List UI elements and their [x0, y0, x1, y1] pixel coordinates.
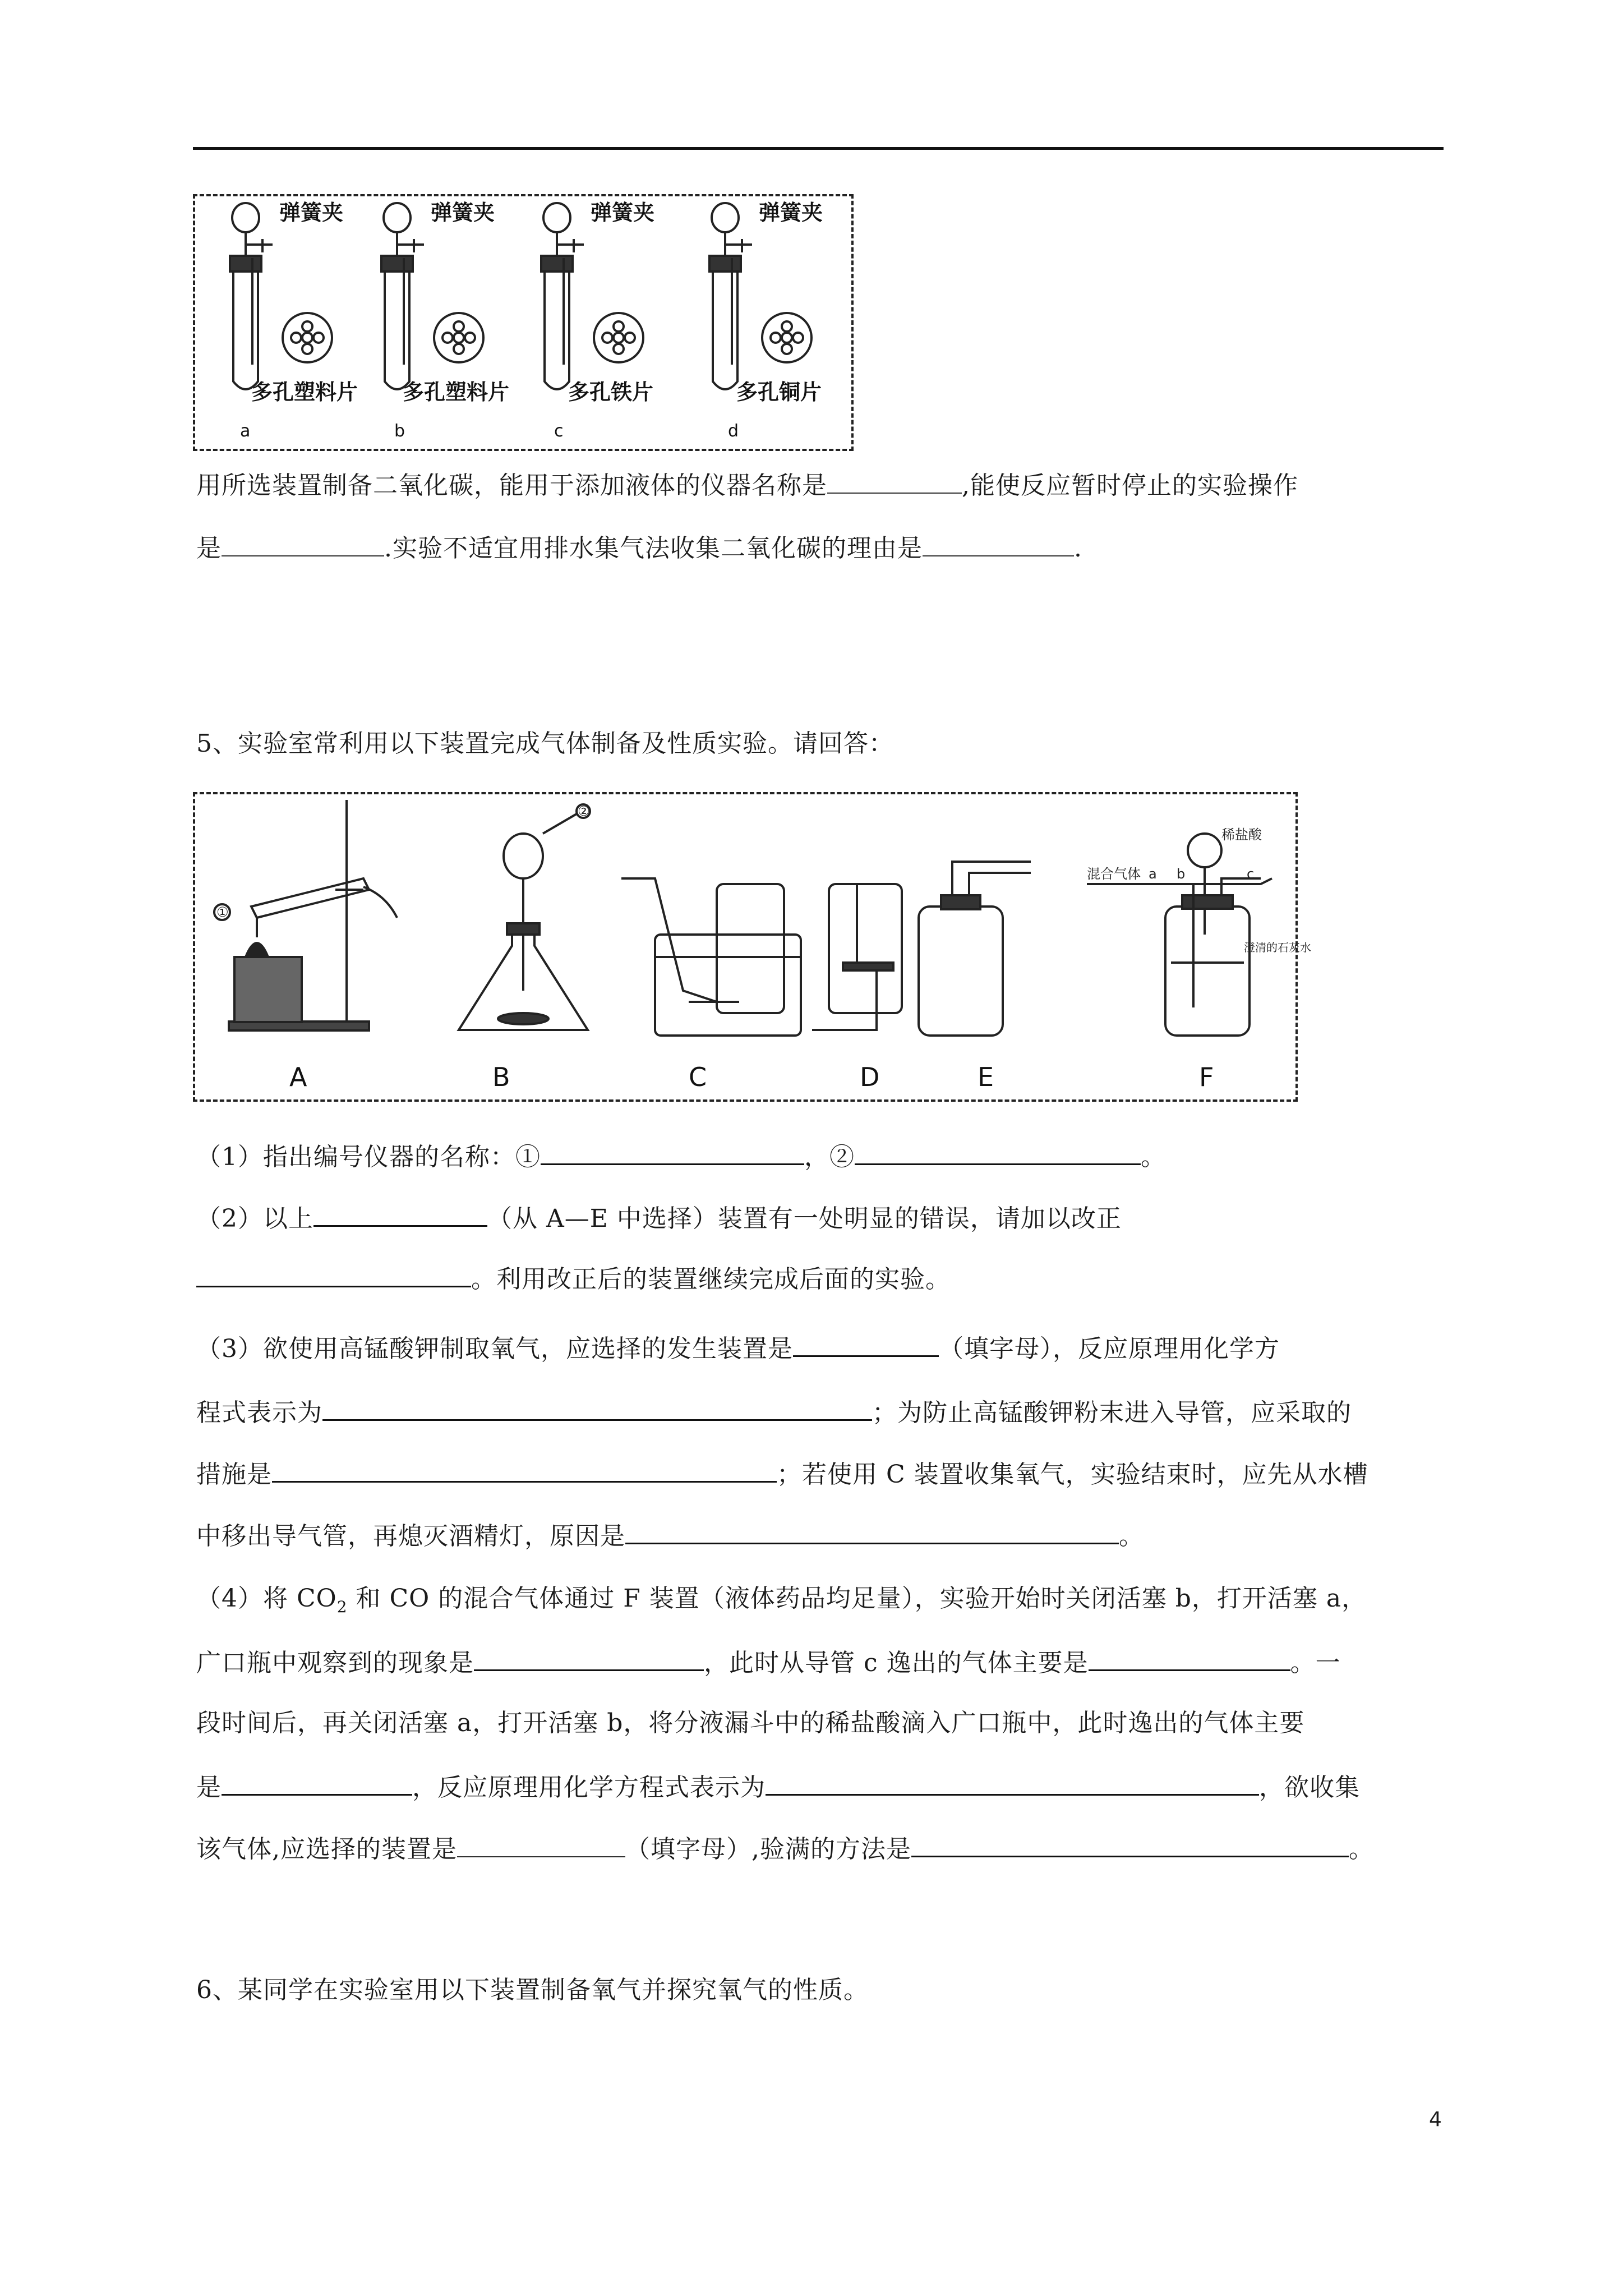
- q5-sub3-line2: 程式表示为 ；为防止高锰酸钾粉末进入导管，应采取的: [196, 1395, 1352, 1430]
- answer-blank[interactable]: [541, 1139, 804, 1165]
- f-label-c: c: [1247, 866, 1255, 882]
- answer-blank[interactable]: [474, 1645, 704, 1671]
- q5-sub4-line3: 段时间后，再关闭活塞 a，打开活塞 b，将分液漏斗中的稀盐酸滴入广口瓶中，此时逸出的气体主要: [196, 1709, 1305, 1737]
- marker-1: ①: [216, 904, 229, 920]
- f-acid-label: 稀盐酸: [1221, 827, 1262, 843]
- answer-blank[interactable]: [1089, 1645, 1290, 1671]
- answer-blank[interactable]: [855, 1139, 1141, 1165]
- label-B: B: [492, 1062, 510, 1092]
- q5-sub2-line1: （2）以上 （从 A—E 中选择）装置有一处明显的错误，请加以改正: [196, 1200, 1122, 1236]
- q4-line-1: 用所选装置制备二氧化碳，能用于添加液体的仪器名称是 ,能使反应暂时停止的实验操作: [196, 468, 1298, 503]
- answer-blank[interactable]: [222, 1769, 412, 1796]
- answer-blank[interactable]: [923, 531, 1074, 556]
- marker-2: ②: [578, 803, 590, 819]
- answer-blank[interactable]: [222, 531, 384, 556]
- figure-apparatus: [193, 792, 1311, 1102]
- plate-label-c: 多孔铁片: [568, 380, 654, 404]
- q5-sub4-line4: 是 ，反应原理用化学方程式表示为 ，欲收集: [196, 1769, 1360, 1805]
- label-F: F: [1199, 1062, 1214, 1092]
- plate-label-a: 多孔塑料片: [251, 380, 358, 404]
- label-C: C: [689, 1062, 707, 1092]
- q5-sub3-line4: 中移出导气管，再熄灭酒精灯，原因是 。: [196, 1518, 1144, 1553]
- apparatus-c: [621, 878, 801, 1036]
- answer-blank[interactable]: [625, 1518, 1119, 1544]
- clip-label-d: 弹簧夹: [759, 200, 823, 225]
- tube-letter-a: a: [240, 421, 251, 441]
- test-tubes-drawing: [195, 196, 851, 449]
- apparatus-f: [1087, 834, 1272, 1036]
- f-label-a: a: [1149, 866, 1157, 882]
- tube-b: [381, 203, 483, 389]
- f-label-b: b: [1177, 866, 1186, 882]
- label-D: D: [860, 1062, 880, 1092]
- tube-c: [541, 203, 643, 389]
- apparatus-d: [812, 884, 902, 1030]
- apparatus-drawing: [195, 794, 1311, 1099]
- q5-sub4-line1: （4）将 $CO_2$ 和 CO 的混合气体通过 F 装置（液体药品均足量），实验开始时关闭活塞 b，打开活塞 a，: [196, 1584, 1367, 1616]
- tube-letter-d: d: [728, 421, 739, 441]
- answer-blank[interactable]: [272, 1456, 777, 1483]
- q5-sub1: （1）指出编号仪器的名称：① ，② 。: [196, 1139, 1166, 1174]
- tube-a: [230, 203, 332, 389]
- apparatus-a: [214, 800, 397, 1030]
- answer-blank[interactable]: [457, 1832, 625, 1857]
- tube-d: [709, 203, 811, 389]
- plate-label-b: 多孔塑料片: [403, 380, 510, 404]
- page-number: 4: [1429, 2108, 1442, 2131]
- q5-sub4-line5: 该气体,应选择的装置是 （填字母）,验满的方法是 。: [196, 1831, 1374, 1866]
- q5-sub2-line2: 。利用改正后的装置继续完成后面的实验。: [196, 1261, 951, 1296]
- q6-title: 6、某同学在实验室用以下装置制备氧气并探究氧气的性质。: [196, 1976, 869, 2004]
- f-lime-label: 澄清的石灰水: [1244, 941, 1311, 954]
- q4-line-2: 是 .实验不适宜用排水集气法收集二氧化碳的理由是 .: [196, 531, 1082, 565]
- label-E: E: [978, 1062, 994, 1092]
- label-A: A: [289, 1062, 307, 1092]
- q5-sub3-line3: 措施是 ；若使用 C 装置收集氧气，实验结束时，应先从水槽: [196, 1456, 1368, 1492]
- q5-sub3-line1: （3）欲使用高锰酸钾制取氧气，应选择的发生装置是 （填字母），反应原理用化学方: [196, 1331, 1280, 1366]
- answer-blank[interactable]: [322, 1395, 872, 1421]
- header-rule: [193, 147, 1444, 150]
- answer-blank[interactable]: [827, 468, 962, 494]
- tube-letter-b: b: [394, 421, 405, 441]
- f-inlet-label: 混合气体: [1087, 866, 1141, 882]
- q5-title: 5、实验室常利用以下装置完成气体制备及性质实验。请回答：: [196, 729, 894, 758]
- tube-letter-c: c: [554, 421, 564, 441]
- q5-sub4-line2: 广口瓶中观察到的现象是 ，此时从导管 c 逸出的气体主要是 。一: [196, 1645, 1341, 1680]
- figure-test-tubes: [193, 194, 854, 451]
- clip-label-c: 弹簧夹: [591, 200, 655, 225]
- clip-label-b: 弹簧夹: [431, 200, 495, 225]
- plate-label-d: 多孔铜片: [736, 380, 822, 404]
- apparatus-b: [459, 804, 590, 1030]
- answer-blank[interactable]: [313, 1200, 487, 1227]
- answer-blank[interactable]: [793, 1331, 939, 1357]
- answer-blank[interactable]: [766, 1769, 1259, 1796]
- apparatus-e: [919, 862, 1031, 1036]
- clip-label-a: 弹簧夹: [279, 200, 344, 225]
- answer-blank[interactable]: [196, 1261, 471, 1287]
- answer-blank[interactable]: [911, 1831, 1349, 1857]
